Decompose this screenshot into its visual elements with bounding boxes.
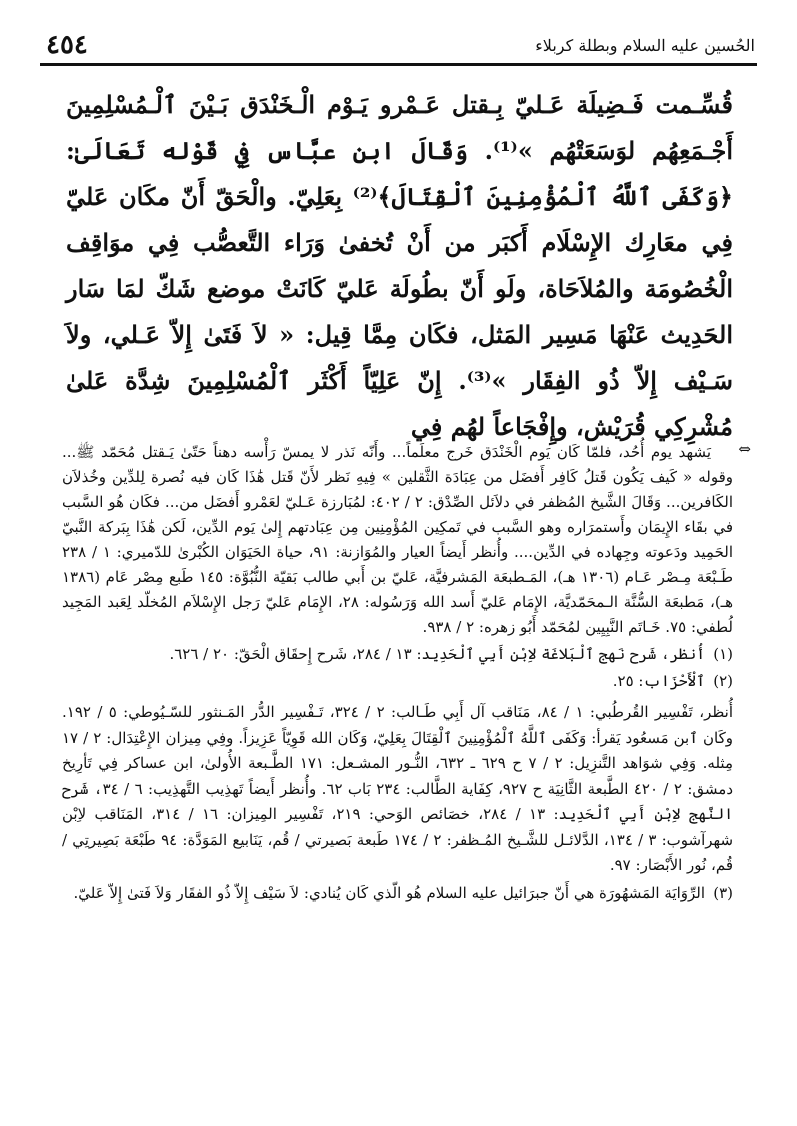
footnote-3 — [62, 881, 733, 906]
footnotes-section — [62, 440, 751, 906]
header-rule — [40, 63, 757, 66]
footnote-text: ٱلْأَحْزَاب: ٢٥. — [612, 672, 705, 690]
note-continuation-wrap — [62, 440, 751, 640]
footnote-2-details: أُنظر، تَفْسِير القُرطُبي: ١ / ٨٤، مَنَاقب آل أَبِي طَـالب: ٢ / ٣٢٤، تَـفْسِير الدُّر المَـنثور للسّـيُوطي: ٥ / ١٩٢. وكَان ٱبن مَسعُود يَقرأ: وَكَفَى ٱللَّهُ ٱلْمُؤْمِنِينَ ٱلْقِتَالَ بِعَلِيّ، وَكَان الله قَوِيّاً عَزِيزاً. وفِي مِيزان الإِعْتِدَال: ٢ / ١٧ مِثله. وَفِي شوَاهد التَّنزِيل: ٢ / ٧ ح ٦٢٩ ـ ٦٣٢، النُّـور المشـعل: ١٧١ الطَّـبعة الأُولىٰ، ابن عساكر فِي تَأرِيخ دمشق: ٢ / ٤٢٠ الطَّبعة الثَّانِيَة ح ٩٢٧، كِفَاية الطَّالب: ٢٣٤ بَاب ٦٢. وأُنظر أَيضاً تَهذِيب التَّهذِيب: ٦ / ٣٤، شَرح النَّهج لاِبْن أَبِي ٱلْحَدِيد: ١٣ / ٢٨٤، خصَائص الوَحي: ٢١٩، تَفْسِير المِيزان: ١٦ / ٣١٤، المَنَاقب لاِبْن شهرآشوب: ٣ / ١٣٤، الدَّلائـل للشَّـيخ المُـظفر: ٢ / ١٧٤ طَبعة بَصيرتي / قُم، يَنَابيع المَوَدَّة: ٩٤ طَبْعَة بَصِيرتِي / قُم، نُور الأَبْصَار: ٩٧. — [62, 703, 734, 874]
continuation-arrow-icon: ⇔ — [738, 440, 751, 458]
footnote-text: الرِّوَايَة المَشهُورَة هي أَنّ جبرَائيل عليه السلام هُو الّذي كَان يُنادي: لاَ سَيْف إِلاّ ذُو الفقَار وَلاَ فَتىٰ إِلاّ عَليّ. — [73, 883, 705, 902]
main-text-block — [66, 82, 733, 450]
footnote-number: (٢) — [713, 672, 733, 690]
footnote-number: (١) — [713, 645, 733, 663]
footnote-1 — [62, 642, 733, 667]
footnote-2 — [62, 669, 733, 694]
running-title: الحُسين عليه السلام وبطلة كربلاء — [535, 36, 755, 55]
main-paragraph: قُسِّـمت فَـضِيلَة عَـليّ بِـقتل عَـمْرو يَـوْم الْـخَنْدَق بَـيْنَ ٱلْـمُسْلِمِينَ أَجْـمَعِهُم لوَسَعَتْهُم »⁽¹⁾. وَقَالَ ابن عبَّاس فِي قَوْله تَعَالَىٰ: ﴿وَكَفَى ٱللَّهُ ٱلْمُؤْمِنِينَ ٱلْقِتَالَ﴾⁽²⁾ بِعَلِيّ. والْحَقّ أَنّ مكَان عَليّ فِي معَارِك الإِسْلَام أَكبَر من أَنْ تُخفىٰ وَرَاء التَّعصُّب فِي موَاقِف الْخُصُومَة والمُلاَحَاة، ولَو أَنّ بطُولَة عَليّ كَانَتْ موضع شَكّ لمَا سَار الحَدِيث عَنْهَا مَسِير المَثل، فكَان مِمَّا قِيل: « لاَ فَتَىٰ إِلاّ عَـلي، ولاَ سَـيْف إِلاّ ذُو الفِقَار »⁽³⁾. إِنّ عَلِيّاً أَكْثَر ٱلْمُسْلِمِينَ شِدَّة عَلىٰ مُشْرِكِي قُرَيْش، وإِفْجَاعاً لهُم فِي — [66, 90, 734, 441]
page-header — [40, 28, 757, 64]
footnote-number: (٣) — [713, 883, 733, 902]
footnote-text: أُنظر، شَرح نَهج ٱلْبَلاغَة لاِبْن أَبِي ٱلْحَدِيد: ١٣ / ٢٨٤، شَرح إِحقَاق الْحَقّ: ٢٠ / ٦٢٦. — [169, 645, 705, 663]
note-continuation: يَشهد يوم أُحُد، فلمّا كَان يَوم الْخَنْدَق خَرج معلَماً... وأَنّه نَذر لا يمسّ رَأْسه دهناً حَتّىٰ يَـقتل مُحَمّد ﷺ... وقوله « كَيف يَكُون قَتلُ كَافِر أَفضَل من عِبَادَة الثَّقلين » فِيهِ نَظر لأَنّ قَتل هَٰذَا كَان فيه نُصرة لِلدِّين وخُذلاَن الكَافرين... وَقَالَ الشَّيخ المُظفر في دلاَئل الصِّدْق: ٢ / ٤٠٢: لمُبَارزة عَـليّ لعَمْرو أَفضَل من... فكَان هُو السَّبب في بقَاء الإِيمَان وأَستمرَاره وهو السَّبب في تَمكِين المُؤْمِنِين مِن عِبَادتهم إِلىٰ يَوم الدِّين، لَكن هَٰذَا بِبَركة النَّبيّ الحَمِيد ودَعوته وجِهاده في الدِّين.... وأُنظر أَيضاً العيار والمُوَازنة: ٩١، حياة الحَيَوَان الكُبْرىٰ للدّميري: ١ / ٢٣٨ طَـبْعَة مِـصْر عَـام (١٣٠٦ هـ)، المَـطبعَة المَشرفيَّة، عَليّ بن أَبي طالب بَقيّة النُّبُوَّة: ١٤٥ طَبع مِصْر عَام (١٣٨٦ هـ)، مَطبعَة السُّنَّة الـمحَمّديَّة، الإِمَام عَليّ أَسد الله وَرَسُوله: ٢٨، الإِمَام عَليّ رَجل الإِسْلاَم المُخلّد لِعَبد المَجِيد لُطفي: ٧٥. خَـاتَم النَّبِيِين لمُحَمّد أَبُو زهره: ٢ / ٩٣٨. — [62, 443, 734, 636]
page-number: ٤٥٤ — [46, 30, 88, 60]
